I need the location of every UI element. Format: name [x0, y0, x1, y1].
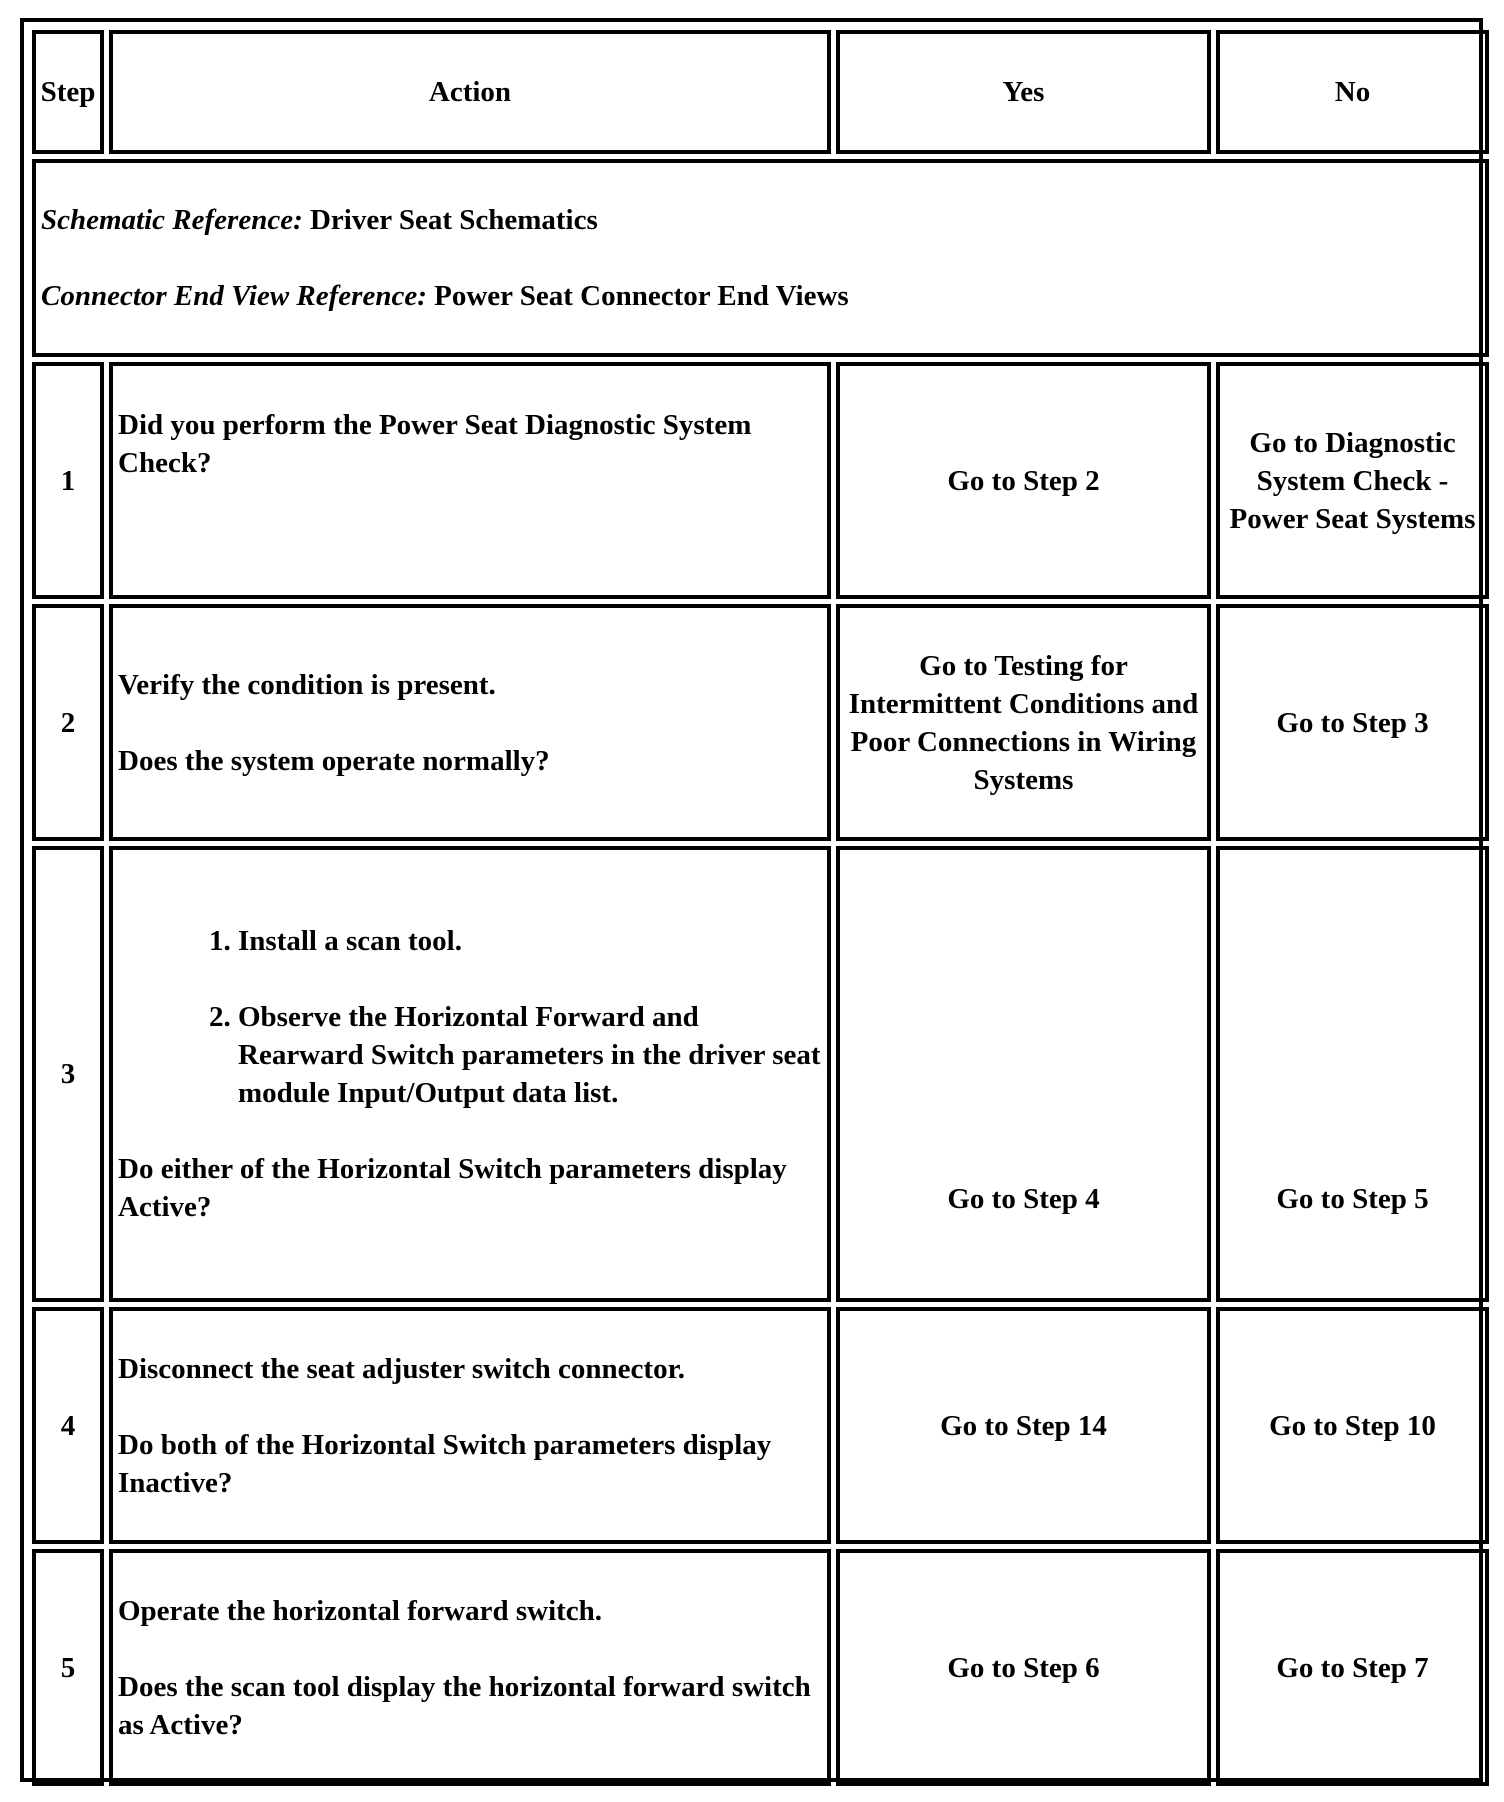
diagnostic-table — [27, 25, 1494, 1791]
table-row — [32, 362, 1489, 599]
connector-reference-link[interactable]: Power Seat Connector End Views — [434, 280, 849, 312]
no-cell — [1216, 1307, 1489, 1544]
action-cell — [109, 1307, 831, 1544]
header-action: Action — [109, 30, 831, 154]
header-yes: Yes — [836, 30, 1211, 154]
action-question: Do both of the Horizontal Switch parameters display Inactive? — [118, 1428, 772, 1499]
yes-link[interactable]: Go to Step 14 — [940, 1409, 1107, 1442]
yes-cell — [836, 846, 1211, 1302]
header-step: Step — [32, 30, 104, 154]
step-number: 4 — [32, 1307, 104, 1544]
step-number: 2 — [32, 604, 104, 841]
yes-cell — [836, 604, 1211, 841]
yes-link[interactable]: Go to Testing for Intermittent Conditions and Poor Connections in Wiring Systems — [848, 649, 1199, 796]
no-link[interactable]: Go to Step 10 — [1269, 1409, 1436, 1442]
header-row — [32, 30, 1489, 154]
action-cell — [109, 1549, 831, 1786]
action-question: Did you perform the Power Seat Diagnostic System Check? — [118, 409, 752, 479]
reference-row — [32, 159, 1489, 357]
schematic-reference-label: Schematic Reference: — [41, 204, 303, 236]
list-item: 2. Observe the Horizontal Forward and Rearward Switch parameters in the driver seat module Input/Output data list. — [238, 998, 822, 1112]
step-number: 5 — [32, 1549, 104, 1786]
connector-reference — [41, 277, 1480, 315]
yes-cell — [836, 362, 1211, 599]
yes-cell — [836, 1307, 1211, 1544]
yes-link[interactable]: Go to Step 4 — [947, 1183, 1100, 1215]
no-cell — [1216, 362, 1489, 599]
no-link[interactable]: Go to Diagnostic System Check - Power Seat Systems — [1229, 426, 1476, 535]
action-question: Does the system operate normally? — [118, 744, 550, 777]
reference-cell — [32, 159, 1489, 357]
table-row — [32, 1549, 1489, 1786]
diagnostic-table-frame — [20, 18, 1483, 1782]
action-question: Does the scan tool display the horizontal forward switch as Active? — [118, 1670, 811, 1741]
action-cell — [109, 362, 831, 599]
no-link[interactable]: Go to Step 5 — [1276, 1183, 1429, 1215]
action-steps-list — [118, 922, 822, 1112]
yes-link[interactable]: Go to Step 6 — [947, 1651, 1100, 1684]
no-cell — [1216, 604, 1489, 841]
no-cell — [1216, 846, 1489, 1302]
action-instruction: Verify the condition is present. — [118, 668, 496, 701]
connector-reference-label: Connector End View Reference: — [41, 280, 427, 312]
step-number: 3 — [32, 846, 104, 1302]
step-number: 1 — [32, 362, 104, 599]
no-cell — [1216, 1549, 1489, 1786]
header-no: No — [1216, 30, 1489, 154]
list-item: 1. Install a scan tool. — [238, 922, 822, 960]
yes-link[interactable]: Go to Step 2 — [947, 464, 1100, 497]
action-cell — [109, 846, 831, 1302]
action-instruction: Disconnect the seat adjuster switch connector. — [118, 1352, 686, 1385]
schematic-reference — [41, 201, 1480, 239]
schematic-reference-link[interactable]: Driver Seat Schematics — [309, 204, 598, 236]
no-link[interactable]: Go to Step 7 — [1276, 1651, 1429, 1684]
action-question: Do either of the Horizontal Switch parameters display Active? — [118, 1153, 787, 1223]
no-link[interactable]: Go to Step 3 — [1276, 706, 1429, 739]
table-row — [32, 604, 1489, 841]
action-cell — [109, 604, 831, 841]
action-instruction: Operate the horizontal forward switch. — [118, 1594, 603, 1627]
table-row — [32, 846, 1489, 1302]
table-row — [32, 1307, 1489, 1544]
yes-cell — [836, 1549, 1211, 1786]
